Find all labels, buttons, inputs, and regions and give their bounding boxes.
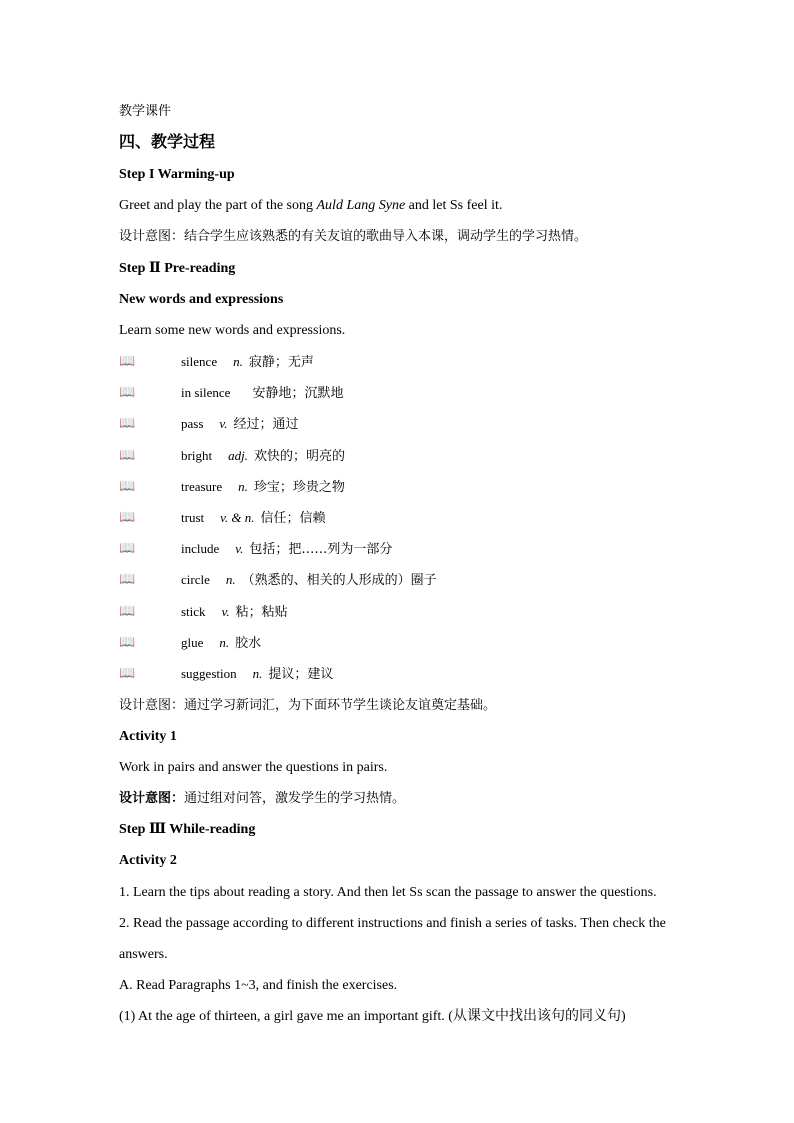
- step3-item-a: A. Read Paragraphs 1~3, and finish the exercises.: [119, 978, 398, 993]
- step1-title: Step I Warming-up: [119, 167, 235, 182]
- step3-item2-line2: answers.: [119, 947, 168, 962]
- step1-intent: 设计意图：结合学生应该熟悉的有关友谊的歌曲导入本课，调动学生的学习热情。: [119, 229, 588, 244]
- vocab-item: [119, 415, 679, 433]
- vocab-meaning: 欢快的；明亮的: [253, 449, 345, 464]
- vocab-word: glue: [181, 635, 204, 650]
- step1-text: [119, 197, 502, 215]
- vocab-entry: [181, 603, 288, 622]
- book-icon: 📖: [119, 635, 136, 650]
- step2-intro: Learn some new words and expressions.: [119, 323, 346, 338]
- vocab-meaning: 安静地；沉默地: [252, 386, 344, 401]
- vocab-entry: [181, 384, 343, 403]
- vocab-word: in silence: [181, 385, 231, 400]
- book-icon: 📖: [119, 385, 136, 400]
- vocab-entry: [181, 540, 392, 559]
- vocab-word: circle: [181, 572, 210, 587]
- vocab-entry: [181, 415, 298, 434]
- vocab-item: [119, 447, 679, 465]
- step3-item2-line1: 2. Read the passage according to different instructions and finish a series of tasks. Then check the: [119, 916, 666, 931]
- vocab-meaning: 粘；粘贴: [235, 605, 288, 620]
- vocab-part-of-speech: v. & n.: [220, 510, 255, 525]
- vocab-item: [119, 634, 679, 652]
- vocab-meaning: 经过；通过: [233, 417, 299, 432]
- vocab-word: stick: [181, 604, 206, 619]
- vocab-meaning: 寂静；无声: [248, 355, 314, 370]
- vocab-meaning: 信任；信赖: [260, 511, 326, 526]
- book-icon: 📖: [119, 604, 136, 619]
- vocab-word: bright: [181, 448, 213, 463]
- vocab-word: silence: [181, 354, 218, 369]
- vocab-part-of-speech: n.: [233, 354, 243, 369]
- step1-text-before: Greet and play the part of the song: [119, 198, 317, 213]
- activity1-text: Work in pairs and answer the questions in pairs.: [119, 760, 388, 775]
- step3-item1: 1. Learn the tips about reading a story. And then let Ss scan the passage to answer the questions.: [119, 885, 657, 900]
- header-label: 教学课件: [119, 104, 172, 119]
- vocab-entry: [181, 509, 326, 528]
- vocab-item: [119, 353, 679, 371]
- step2-intent: 设计意图：通过学习新词汇，为下面环节学生谈论友谊奠定基础。: [119, 698, 497, 713]
- vocab-part-of-speech: adj.: [228, 448, 248, 463]
- vocab-part-of-speech: n.: [238, 479, 248, 494]
- vocab-word: treasure: [181, 479, 223, 494]
- vocab-word: trust: [181, 510, 205, 525]
- book-icon: 📖: [119, 510, 136, 525]
- vocab-word: pass: [181, 416, 204, 431]
- vocab-word: include: [181, 541, 220, 556]
- book-icon: 📖: [119, 354, 136, 369]
- vocab-entry: [181, 447, 345, 466]
- vocab-part-of-speech: v.: [221, 604, 230, 619]
- vocab-meaning: 包括；把……列为一部分: [249, 542, 393, 557]
- activity1-intent: [119, 790, 405, 808]
- activity1-intent-text: 通过组对问答，激发学生的学习热情。: [184, 791, 406, 806]
- vocab-entry: [181, 478, 345, 497]
- step1-text-after: and let Ss feel it.: [405, 198, 503, 213]
- book-icon: 📖: [119, 479, 136, 494]
- vocab-meaning: 提议；建议: [268, 667, 334, 682]
- step3-title: Step Ⅲ While-reading: [119, 822, 256, 837]
- book-icon: 📖: [119, 416, 136, 431]
- vocab-item: [119, 571, 679, 589]
- step3-question1: (1) At the age of thirteen, a girl gave me an important gift. (从课文中找出该句的同义句): [119, 1009, 626, 1024]
- vocab-part-of-speech: n.: [219, 635, 230, 650]
- vocab-item: [119, 665, 679, 683]
- vocab-entry: [181, 571, 437, 590]
- vocab-meaning: （熟悉的、相关的人形成的）圈子: [241, 573, 437, 588]
- vocab-item: [119, 509, 679, 527]
- activity1-title: Activity 1: [119, 729, 177, 744]
- vocab-word: suggestion: [181, 666, 237, 681]
- vocab-part-of-speech: v.: [235, 541, 244, 556]
- vocab-meaning: 珍宝；珍贵之物: [253, 480, 345, 495]
- vocab-part-of-speech: n.: [252, 666, 263, 681]
- book-icon: 📖: [119, 541, 136, 556]
- step2-subtitle: New words and expressions: [119, 292, 284, 307]
- book-icon: 📖: [119, 448, 136, 463]
- song-title: Auld Lang Syne: [316, 198, 406, 213]
- vocab-item: [119, 540, 679, 558]
- vocab-item: [119, 478, 679, 496]
- book-icon: 📖: [119, 666, 136, 681]
- vocab-item: [119, 384, 679, 402]
- step2-title: Step Ⅱ Pre-reading: [119, 261, 236, 276]
- vocab-item: [119, 603, 679, 621]
- section-title: 四、教学过程: [119, 132, 216, 151]
- vocab-part-of-speech: n.: [225, 572, 236, 587]
- vocab-entry: [181, 353, 314, 372]
- book-icon: 📖: [119, 572, 136, 587]
- activity2-title: Activity 2: [119, 853, 177, 868]
- vocab-entry: [181, 665, 333, 684]
- vocab-meaning: 胶水: [235, 636, 262, 651]
- vocab-part-of-speech: v.: [219, 416, 228, 431]
- vocab-entry: [181, 634, 261, 653]
- activity1-intent-label: 设计意图：: [119, 791, 185, 806]
